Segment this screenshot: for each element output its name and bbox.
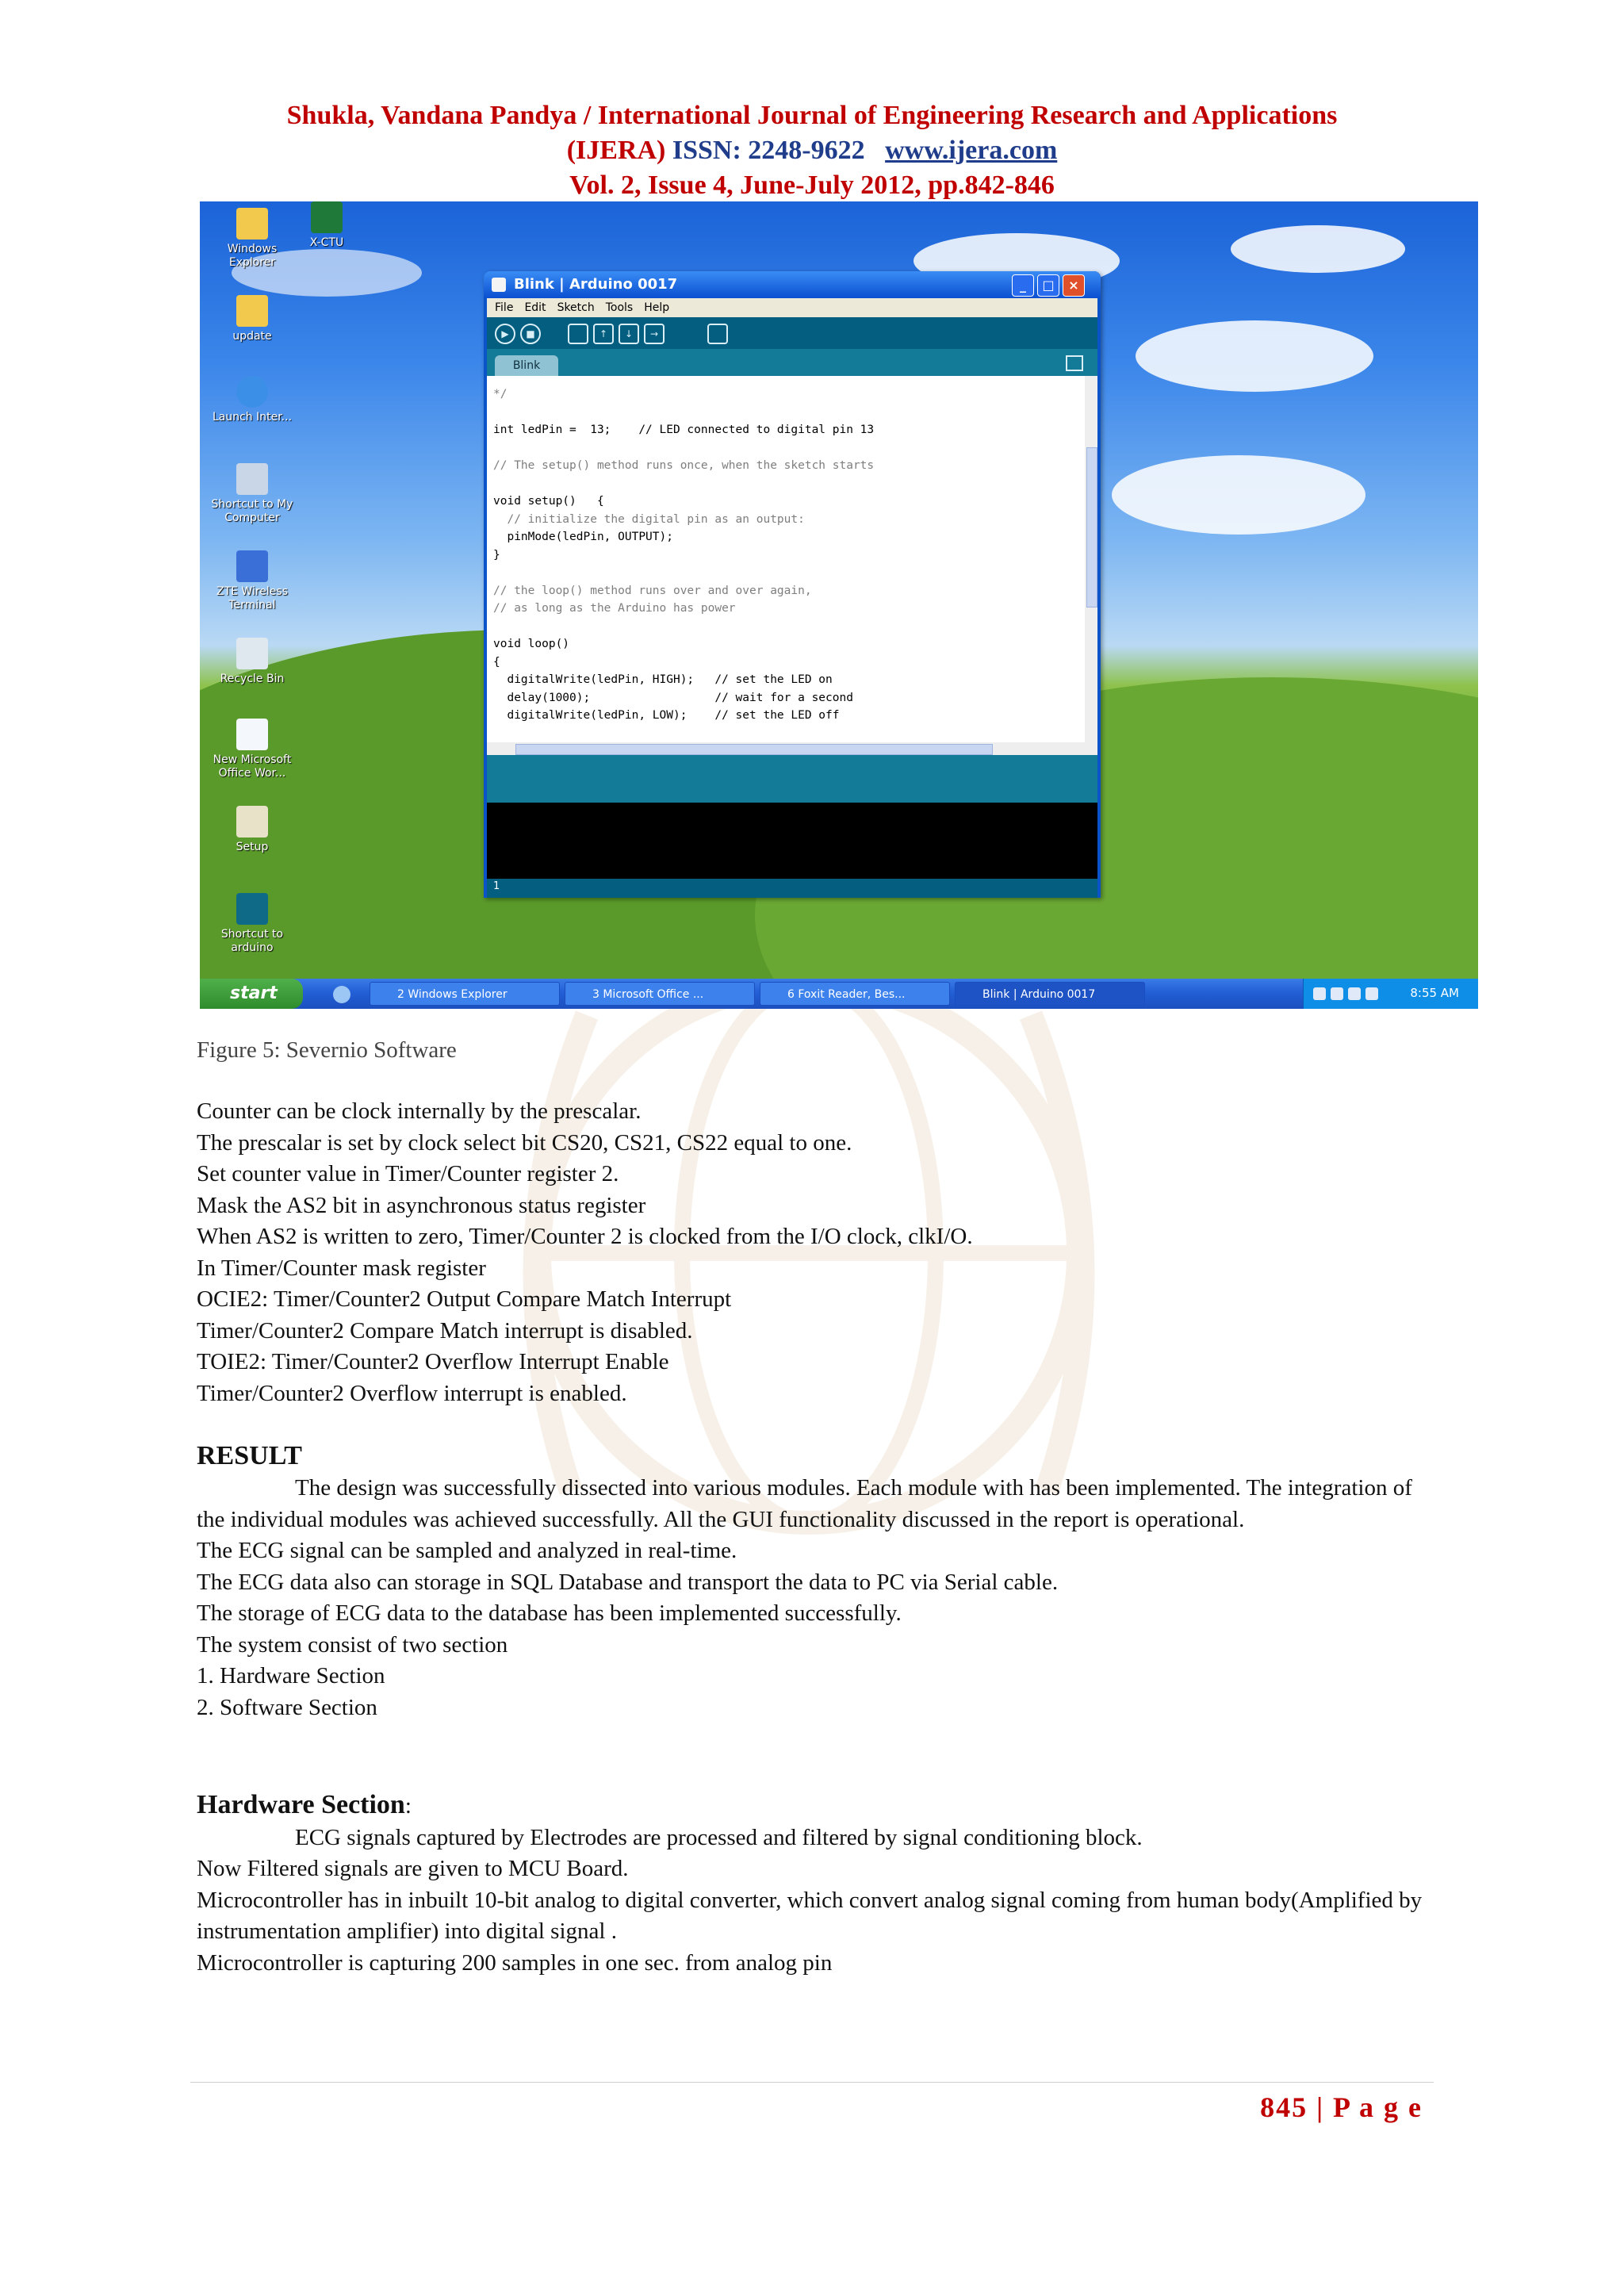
text-line: When AS2 is written to zero, Timer/Counter 2 is clocked from the I/O clock, clkI/O. (197, 1224, 973, 1249)
serial-monitor-button[interactable] (707, 324, 728, 344)
code-line (493, 618, 874, 636)
stop-button[interactable]: ■ (520, 324, 541, 344)
taskbar-item-windows-explorer[interactable]: 2 Windows Explorer (370, 982, 560, 1006)
taskbar-item-office[interactable]: 3 Microsoft Office ... (565, 982, 755, 1006)
journal-header (0, 98, 1624, 203)
desktop-icon-my-computer[interactable]: Shortcut to My Computer (205, 463, 300, 525)
menu-bar (487, 298, 1097, 317)
hardware-heading: Hardware Section (197, 1790, 405, 1819)
text-line: Microcontroller has in inbuilt 10-bit analog to digital converter, which convert analog signal coming from human body(Amplified by instrumentation amplifier) into digital signal . (197, 1887, 1423, 1944)
header-issn: ISSN: 2248-9622 (672, 136, 865, 165)
cloud (1112, 455, 1365, 535)
text-line: Timer/Counter2 Overflow interrupt is enabled. (197, 1380, 627, 1406)
desktop-icon-recycle-bin[interactable]: Recycle Bin (205, 638, 300, 686)
tab-menu-icon[interactable] (1066, 355, 1083, 371)
figure-caption: Figure 5: Severnio Software (197, 1037, 457, 1063)
result-intro: The design was successfully dissected into various modules. Each module with has been implemented. The integration of the individual modules was achieved successfully. All the GUI functionality discussed in the report is operational. (197, 1475, 1412, 1532)
cloud (1231, 225, 1405, 273)
verify-button[interactable]: ▶ (495, 324, 515, 344)
code-line: // The setup() method runs once, when the sketch starts (493, 459, 875, 472)
code-text (493, 385, 874, 725)
menu-sketch[interactable]: Sketch (557, 301, 595, 314)
text-line: Now Filtered signals are given to MCU Board. (197, 1856, 629, 1881)
new-button[interactable] (568, 324, 588, 344)
menu-file[interactable]: File (495, 301, 514, 314)
menu-help[interactable]: Help (644, 301, 670, 314)
page-number: 845 | P a g e (1260, 2091, 1423, 2123)
hardware-heading-colon: : (404, 1793, 412, 1819)
text-line: Set counter value in Timer/Counter register 2. (197, 1161, 619, 1186)
taskbar-item-arduino[interactable]: Blink | Arduino 0017 (955, 982, 1145, 1006)
code-line: void loop() (493, 638, 570, 650)
text-line: Timer/Counter2 Compare Match interrupt is disabled. (197, 1317, 693, 1343)
wireless-icon (236, 550, 268, 582)
arduino-window (484, 271, 1101, 898)
vertical-scroll-thumb[interactable] (1086, 447, 1097, 608)
code-line: int ledPin = 13; // LED connected to digital pin 13 (493, 424, 875, 436)
figure-screenshot (200, 201, 1478, 1009)
code-line: { (493, 655, 500, 669)
computer-icon (236, 463, 268, 495)
console-output (487, 803, 1097, 879)
volume-icon[interactable] (1365, 987, 1378, 1000)
text-line: The system consist of two section (197, 1631, 508, 1658)
text-line: In Timer/Counter mask register (197, 1255, 486, 1281)
taskbar-item-foxit[interactable]: 6 Foxit Reader, Bes... (760, 982, 950, 1006)
code-line: pinMode(ledPin, OUTPUT); (493, 531, 673, 543)
result-section (197, 1439, 1434, 1723)
code-line (493, 439, 874, 458)
code-line: // as long as the Arduino has power (493, 602, 736, 615)
tray-icon[interactable] (1331, 987, 1343, 1000)
text-line: 2. Software Section (197, 1694, 377, 1720)
network-icon (311, 201, 343, 233)
start-button[interactable]: start (200, 979, 303, 1009)
quick-launch-icon[interactable] (333, 986, 350, 1003)
app-icon (492, 278, 506, 292)
horizontal-scroll-thumb[interactable] (515, 744, 993, 755)
code-line (493, 475, 874, 493)
header-ijera: (IJERA) (566, 136, 666, 165)
menu-edit[interactable]: Edit (524, 301, 546, 314)
text-line: Counter can be clock internally by the prescalar. (197, 1098, 642, 1124)
hardware-section (197, 1788, 1434, 1979)
maximize-button[interactable]: □ (1037, 274, 1059, 297)
code-line (493, 404, 874, 422)
window-title: Blink | Arduino 0017 (514, 276, 678, 293)
footer-rule (190, 2082, 1434, 2083)
toolbar (487, 317, 1097, 349)
line-number-bar (487, 879, 1097, 898)
open-button[interactable]: ↑ (593, 324, 614, 344)
header-volume: Vol. 2, Issue 4, June-July 2012, pp.842-846 (569, 171, 1055, 200)
desktop-icon-arduino[interactable]: Shortcut to arduino (205, 893, 300, 955)
code-line: } (493, 548, 500, 562)
window-titlebar[interactable] (484, 271, 1101, 298)
folder-icon (236, 208, 268, 240)
desktop-icon-xctu[interactable]: X-CTU (287, 201, 366, 250)
folder-icon (236, 295, 268, 327)
header-authors-journal: Shukla, Vandana Pandya / International Journal of Engineering Research and Applications (286, 101, 1338, 130)
code-editor[interactable] (487, 376, 1085, 742)
recycle-bin-icon (236, 638, 268, 669)
result-heading: RESULT (197, 1441, 302, 1470)
setup-icon (236, 806, 268, 838)
header-website-link[interactable]: www.ijera.com (885, 136, 1058, 165)
text-line: The ECG signal can be sampled and analyzed in real-time. (197, 1538, 737, 1563)
text-line: The storage of ECG data to the database has been implemented successfully. (197, 1600, 902, 1626)
text-line: Mask the AS2 bit in asynchronous status register (197, 1192, 646, 1218)
close-button[interactable]: × (1063, 274, 1085, 297)
desktop-icon-setup[interactable]: Setup (205, 806, 300, 854)
desktop-icon-windows-explorer[interactable]: Windows Explorer (205, 208, 300, 270)
arduino-icon (236, 893, 268, 925)
minimize-button[interactable]: _ (1012, 274, 1034, 297)
code-line: // the loop() method runs over and over again, (493, 584, 812, 597)
code-line: */ (493, 388, 508, 401)
code-line: digitalWrite(ledPin, LOW); // set the LED off (493, 709, 840, 722)
hardware-intro: ECG signals captured by Electrodes are processed and filtered by signal conditioning block. (295, 1824, 1143, 1850)
menu-tools[interactable]: Tools (605, 301, 634, 314)
ie-icon (236, 376, 268, 408)
text-line: OCIE2: Timer/Counter2 Output Compare Match Interrupt (197, 1286, 732, 1312)
text-line: 1. Hardware Section (197, 1663, 385, 1688)
code-line: void setup() { (493, 495, 604, 508)
code-line: delay(1000); // wait for a second (493, 691, 853, 704)
system-tray (1303, 979, 1478, 1009)
line-number: 1 (493, 880, 500, 892)
clock: 8:55 AM (1410, 986, 1459, 1000)
text-line: TOIE2: Timer/Counter2 Overflow Interrupt Enable (197, 1349, 669, 1374)
desktop-icon-launch-internet[interactable]: Launch Inter... (205, 376, 300, 424)
document-icon (236, 719, 268, 750)
desktop-icon-word-doc[interactable]: New Microsoft Office Wor... (205, 719, 300, 780)
text-line: The prescalar is set by clock select bit CS20, CS21, CS22 equal to one. (197, 1129, 852, 1156)
code-line: digitalWrite(ledPin, HIGH); // set the LED on (493, 673, 833, 686)
tab-bar (487, 349, 1097, 376)
code-line (493, 564, 874, 582)
timer-config-text (197, 1096, 1434, 1409)
text-line: Microcontroller is capturing 200 samples in one sec. from analog pin (197, 1949, 833, 1976)
desktop-icon-zte[interactable]: ZTE Wireless Terminal (205, 550, 300, 612)
network-icon[interactable] (1348, 987, 1361, 1000)
taskbar (200, 979, 1478, 1009)
desktop-icon-update[interactable]: update (205, 295, 300, 343)
help-icon[interactable] (1313, 987, 1326, 1000)
save-button[interactable]: ↓ (619, 324, 639, 344)
status-area (487, 755, 1097, 803)
code-line: // initialize the digital pin as an output: (493, 512, 805, 526)
text-line: The ECG data also can storage in SQL Database and transport the data to PC via Serial cable. (197, 1569, 1059, 1595)
upload-button[interactable]: → (644, 324, 665, 344)
hardware-heading-line (197, 1788, 1434, 1823)
cloud (1136, 320, 1373, 392)
header-issn-line (0, 133, 1624, 168)
tab-blink[interactable]: Blink (495, 355, 558, 376)
